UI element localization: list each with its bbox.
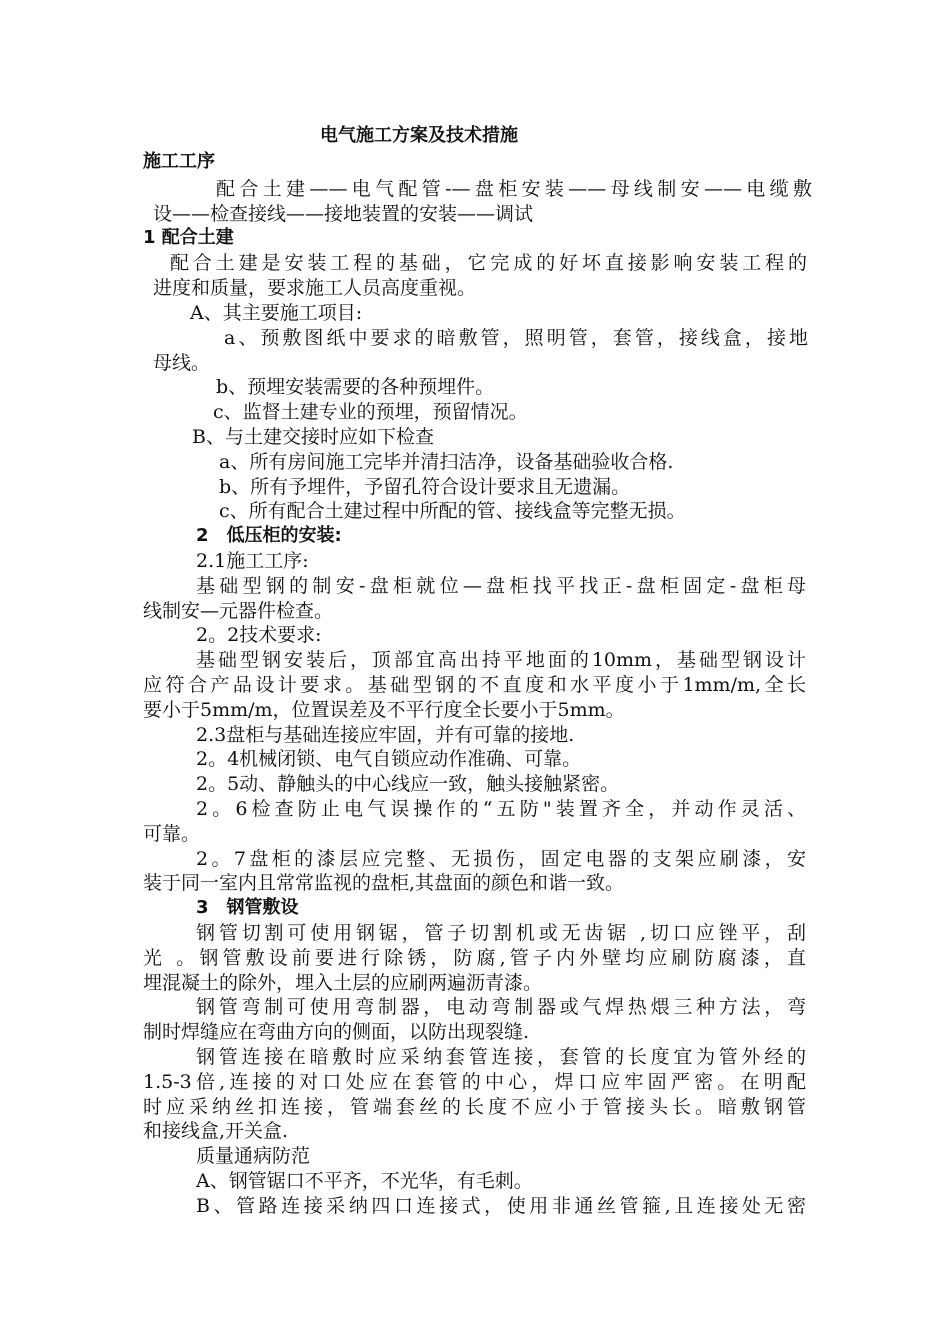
list-item: c、所有配合土建过程中所配的管、接线盒等完整无损。 xyxy=(219,500,686,522)
section-heading: 2 低压柜的安装: xyxy=(196,525,342,546)
paragraph-line: 1.5-3倍,连接的对口处应在套管的中心，焊口应牢固严密。在明配 xyxy=(143,1071,806,1093)
paragraph-line: 2。2技术要求: xyxy=(196,624,322,646)
paragraph-line: 基础型钢的制安-盘柜就位—盘柜找平找正-盘柜固定-盘柜母 xyxy=(196,575,806,597)
paragraph-line: 埋混凝土的除外，埋入土层的应刷两遍沥青漆。 xyxy=(143,972,543,994)
list-item: a、所有房间施工完毕并清扫洁净，设备基础验收合格. xyxy=(219,451,674,473)
paragraph-line: 应符合产品设计要求。基础型钢的不直度和水平度小于1mm/m,全长 xyxy=(143,674,806,696)
paragraph-line: 质量通病防范 xyxy=(196,1145,311,1167)
paragraph-line: 线制安—元器件检查。 xyxy=(143,600,334,622)
paragraph-line: 配合土建是安装工程的基础，它完成的好坏直接影响安装工程的 xyxy=(170,252,807,274)
paragraph-line: 2。5动、静触头的中心线应一致，触头接触紧密。 xyxy=(196,773,620,795)
paragraph-line: 基础型钢安装后，顶部宜高出持平地面的10mm，基础型钢设计 xyxy=(196,649,806,671)
paragraph-line: 钢管切割可使用钢锯，管子切割机或无齿锯 ,切口应锉平，刮 xyxy=(196,922,806,944)
list-item: B、与土建交接时应如下检查 xyxy=(192,426,434,448)
section-heading: 施工工序 xyxy=(143,151,215,172)
list-item: a、预敷图纸中要求的暗敷管，照明管，套管，接线盒，接地 xyxy=(224,327,808,349)
list-item: b、预埋安装需要的各种预埋件。 xyxy=(216,376,495,398)
paragraph-line: 装于同一室内且常常监视的盘柜,其盘面的颜色和谐一致。 xyxy=(143,872,625,894)
paragraph-line: 可靠。 xyxy=(143,823,201,845)
section-heading: 1 配合土建 xyxy=(143,227,234,248)
paragraph-line: 制时焊缝应在弯曲方向的侧面，以防出现裂缝. xyxy=(143,1021,530,1043)
paragraph-line: 设——检查接线——接地装置的安装——调试 xyxy=(153,203,534,225)
list-item: A、钢管锯口不平齐，不光华，有毛刺。 xyxy=(196,1170,533,1192)
paragraph-line: 光 。钢管敷设前要进行除锈，防腐,管子内外壁均应刷防腐漆，直 xyxy=(143,947,806,969)
list-item: A、其主要施工项目: xyxy=(190,302,363,324)
paragraph-line: 2。7盘柜的漆层应完整、无损伤，固定电器的支架应刷漆，安 xyxy=(196,848,806,870)
paragraph-line: 2.3盘柜与基础连接应牢固，并有可靠的接地. xyxy=(196,724,575,746)
list-item: 母线。 xyxy=(153,352,211,374)
paragraph-line: 时应采纳丝扣连接，管端套丝的长度不应小于管接头长。暗敷钢管 xyxy=(143,1096,806,1118)
document-title: 电气施工方案及技术措施 xyxy=(320,125,518,146)
paragraph-line: 配合土建——电气配管-—盘柜安装——母线制安——电缆敷 xyxy=(216,178,812,200)
paragraph-line: 钢管弯制可使用弯制器，电动弯制器或气焊热煨三种方法，弯 xyxy=(196,996,806,1018)
list-item: B、管路连接采纳四口连接式，使用非通丝管箍,且连接处无密 xyxy=(196,1195,806,1217)
paragraph-line: 和接线盒,开关盒. xyxy=(143,1120,289,1142)
paragraph-line: 钢管连接在暗敷时应采纳套管连接，套管的长度宜为管外经的 xyxy=(196,1046,806,1068)
paragraph-line: 2.1施工工序: xyxy=(196,550,309,572)
section-heading: 3 钢管敷设 xyxy=(196,897,299,918)
paragraph-line: 2。6检查防止电气误操作的“五防"装置齐全，并动作灵活、 xyxy=(196,798,806,820)
list-item: b、所有予埋件，予留孔符合设计要求且无遗漏。 xyxy=(219,476,631,498)
list-item: c、监督土建专业的预埋，预留情况。 xyxy=(213,401,528,423)
paragraph-line: 进度和质量，要求施工人员高度重视。 xyxy=(153,277,477,299)
paragraph-line: 2。4机械闭锁、电气自锁应动作准确、可靠。 xyxy=(196,748,582,770)
paragraph-line: 要小于5mm/m，位置误差及不平行度全长要小于5mm。 xyxy=(143,699,625,721)
